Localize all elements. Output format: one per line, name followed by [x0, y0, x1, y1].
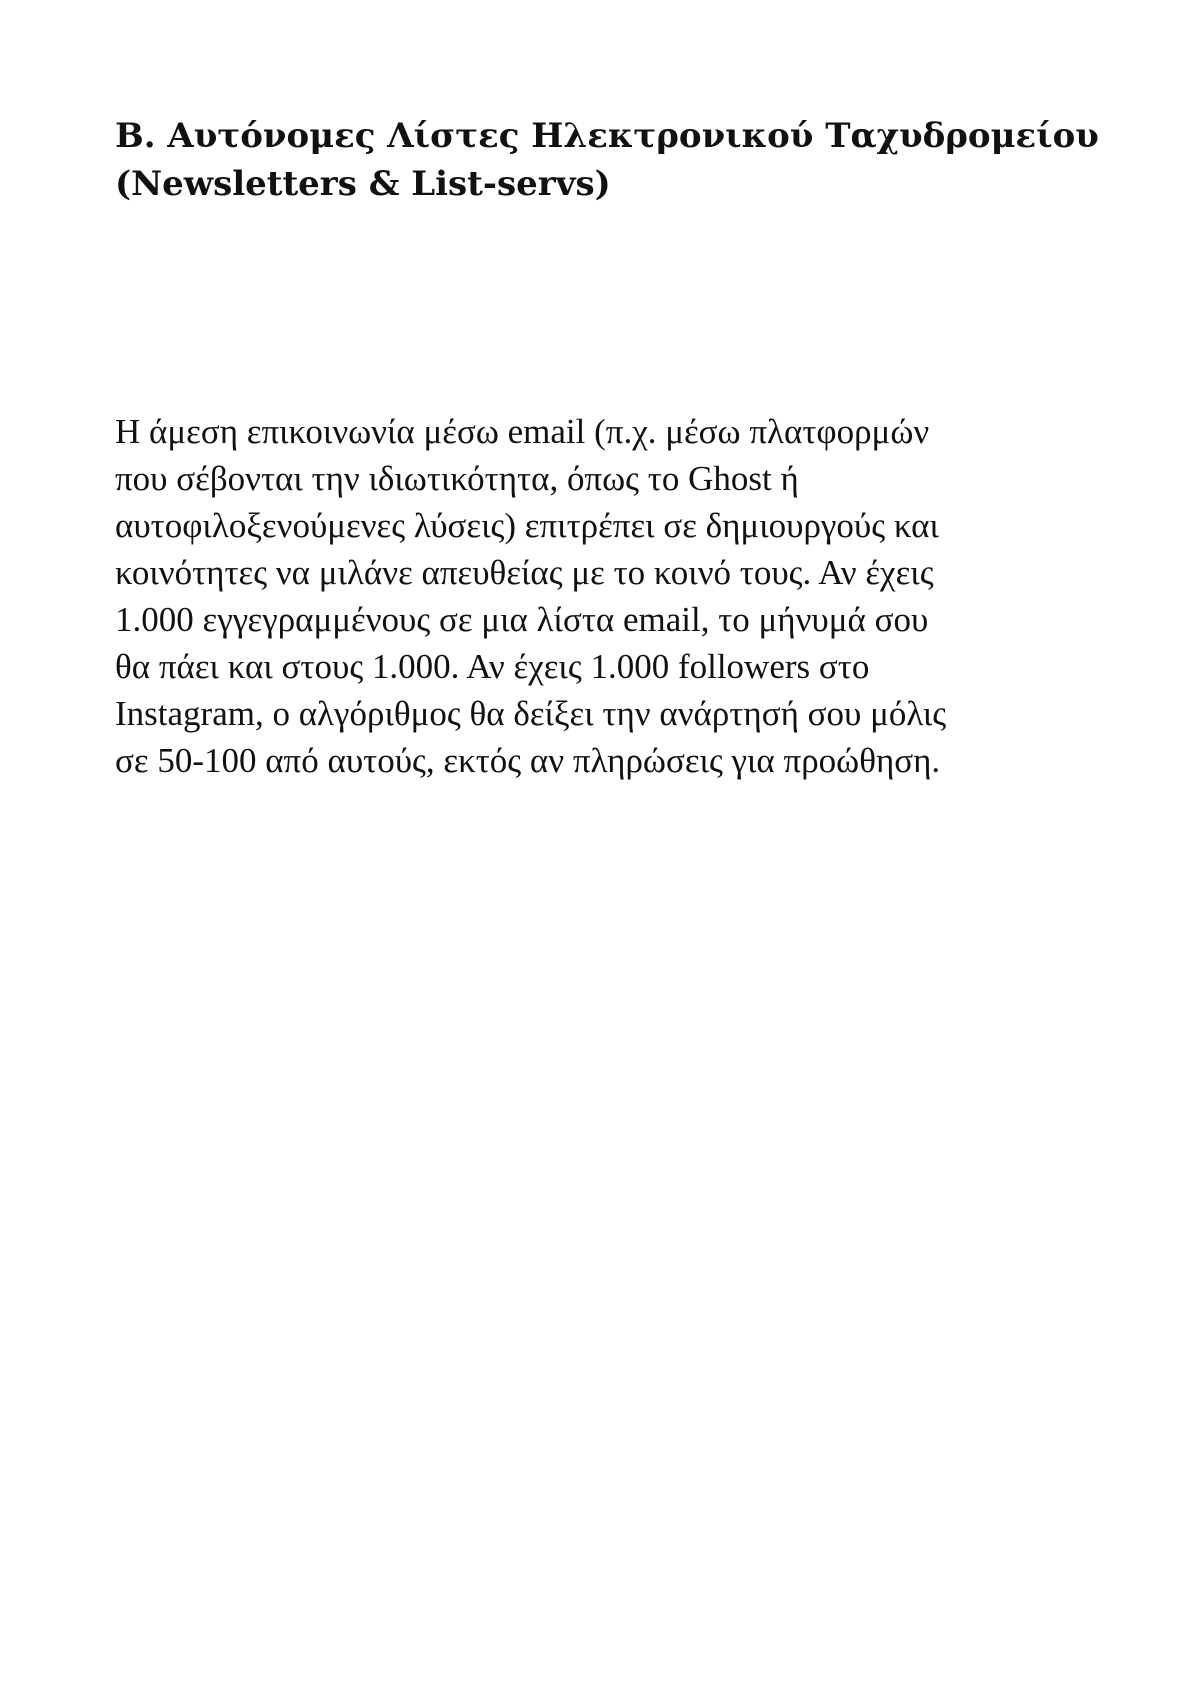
body-paragraph	[115, 408, 1075, 784]
paragraph-line-7: Instagram, ο αλγόριθμος θα δείξει την ανάρτησή σου μόλις	[115, 694, 947, 733]
paragraph-line-8: σε 50-100 από αυτούς, εκτός αν πληρώσεις για προώθηση.	[115, 741, 941, 780]
paragraph-line-5: 1.000 εγγεγραμμένους σε μια λίστα email, το μήνυμά σου	[115, 600, 929, 639]
paragraph-line-3: αυτοφιλοξενούμενες λύσεις) επιτρέπει σε δημιουργούς και	[115, 506, 939, 545]
paragraph-line-6: θα πάει και στους 1.000. Αν έχεις 1.000 followers στο	[115, 647, 870, 686]
paragraph-line-4: κοινότητες να μιλάνε απευθείας με το κοινό τους. Αν έχεις	[115, 553, 934, 592]
section-heading	[115, 112, 1099, 208]
paragraph-line-1: Η άμεση επικοινωνία μέσω email (π.χ. μέσω πλατφορμών	[115, 412, 930, 451]
paragraph-line-2: που σέβονται την ιδιωτικότητα, όπως το Ghost ή	[115, 459, 799, 498]
heading-line-2: (Newsletters & List-servs)	[115, 164, 611, 204]
heading-line-1: B. Αυτόνομες Λίστες Ηλεκτρονικού Ταχυδρομείου	[115, 116, 1099, 156]
